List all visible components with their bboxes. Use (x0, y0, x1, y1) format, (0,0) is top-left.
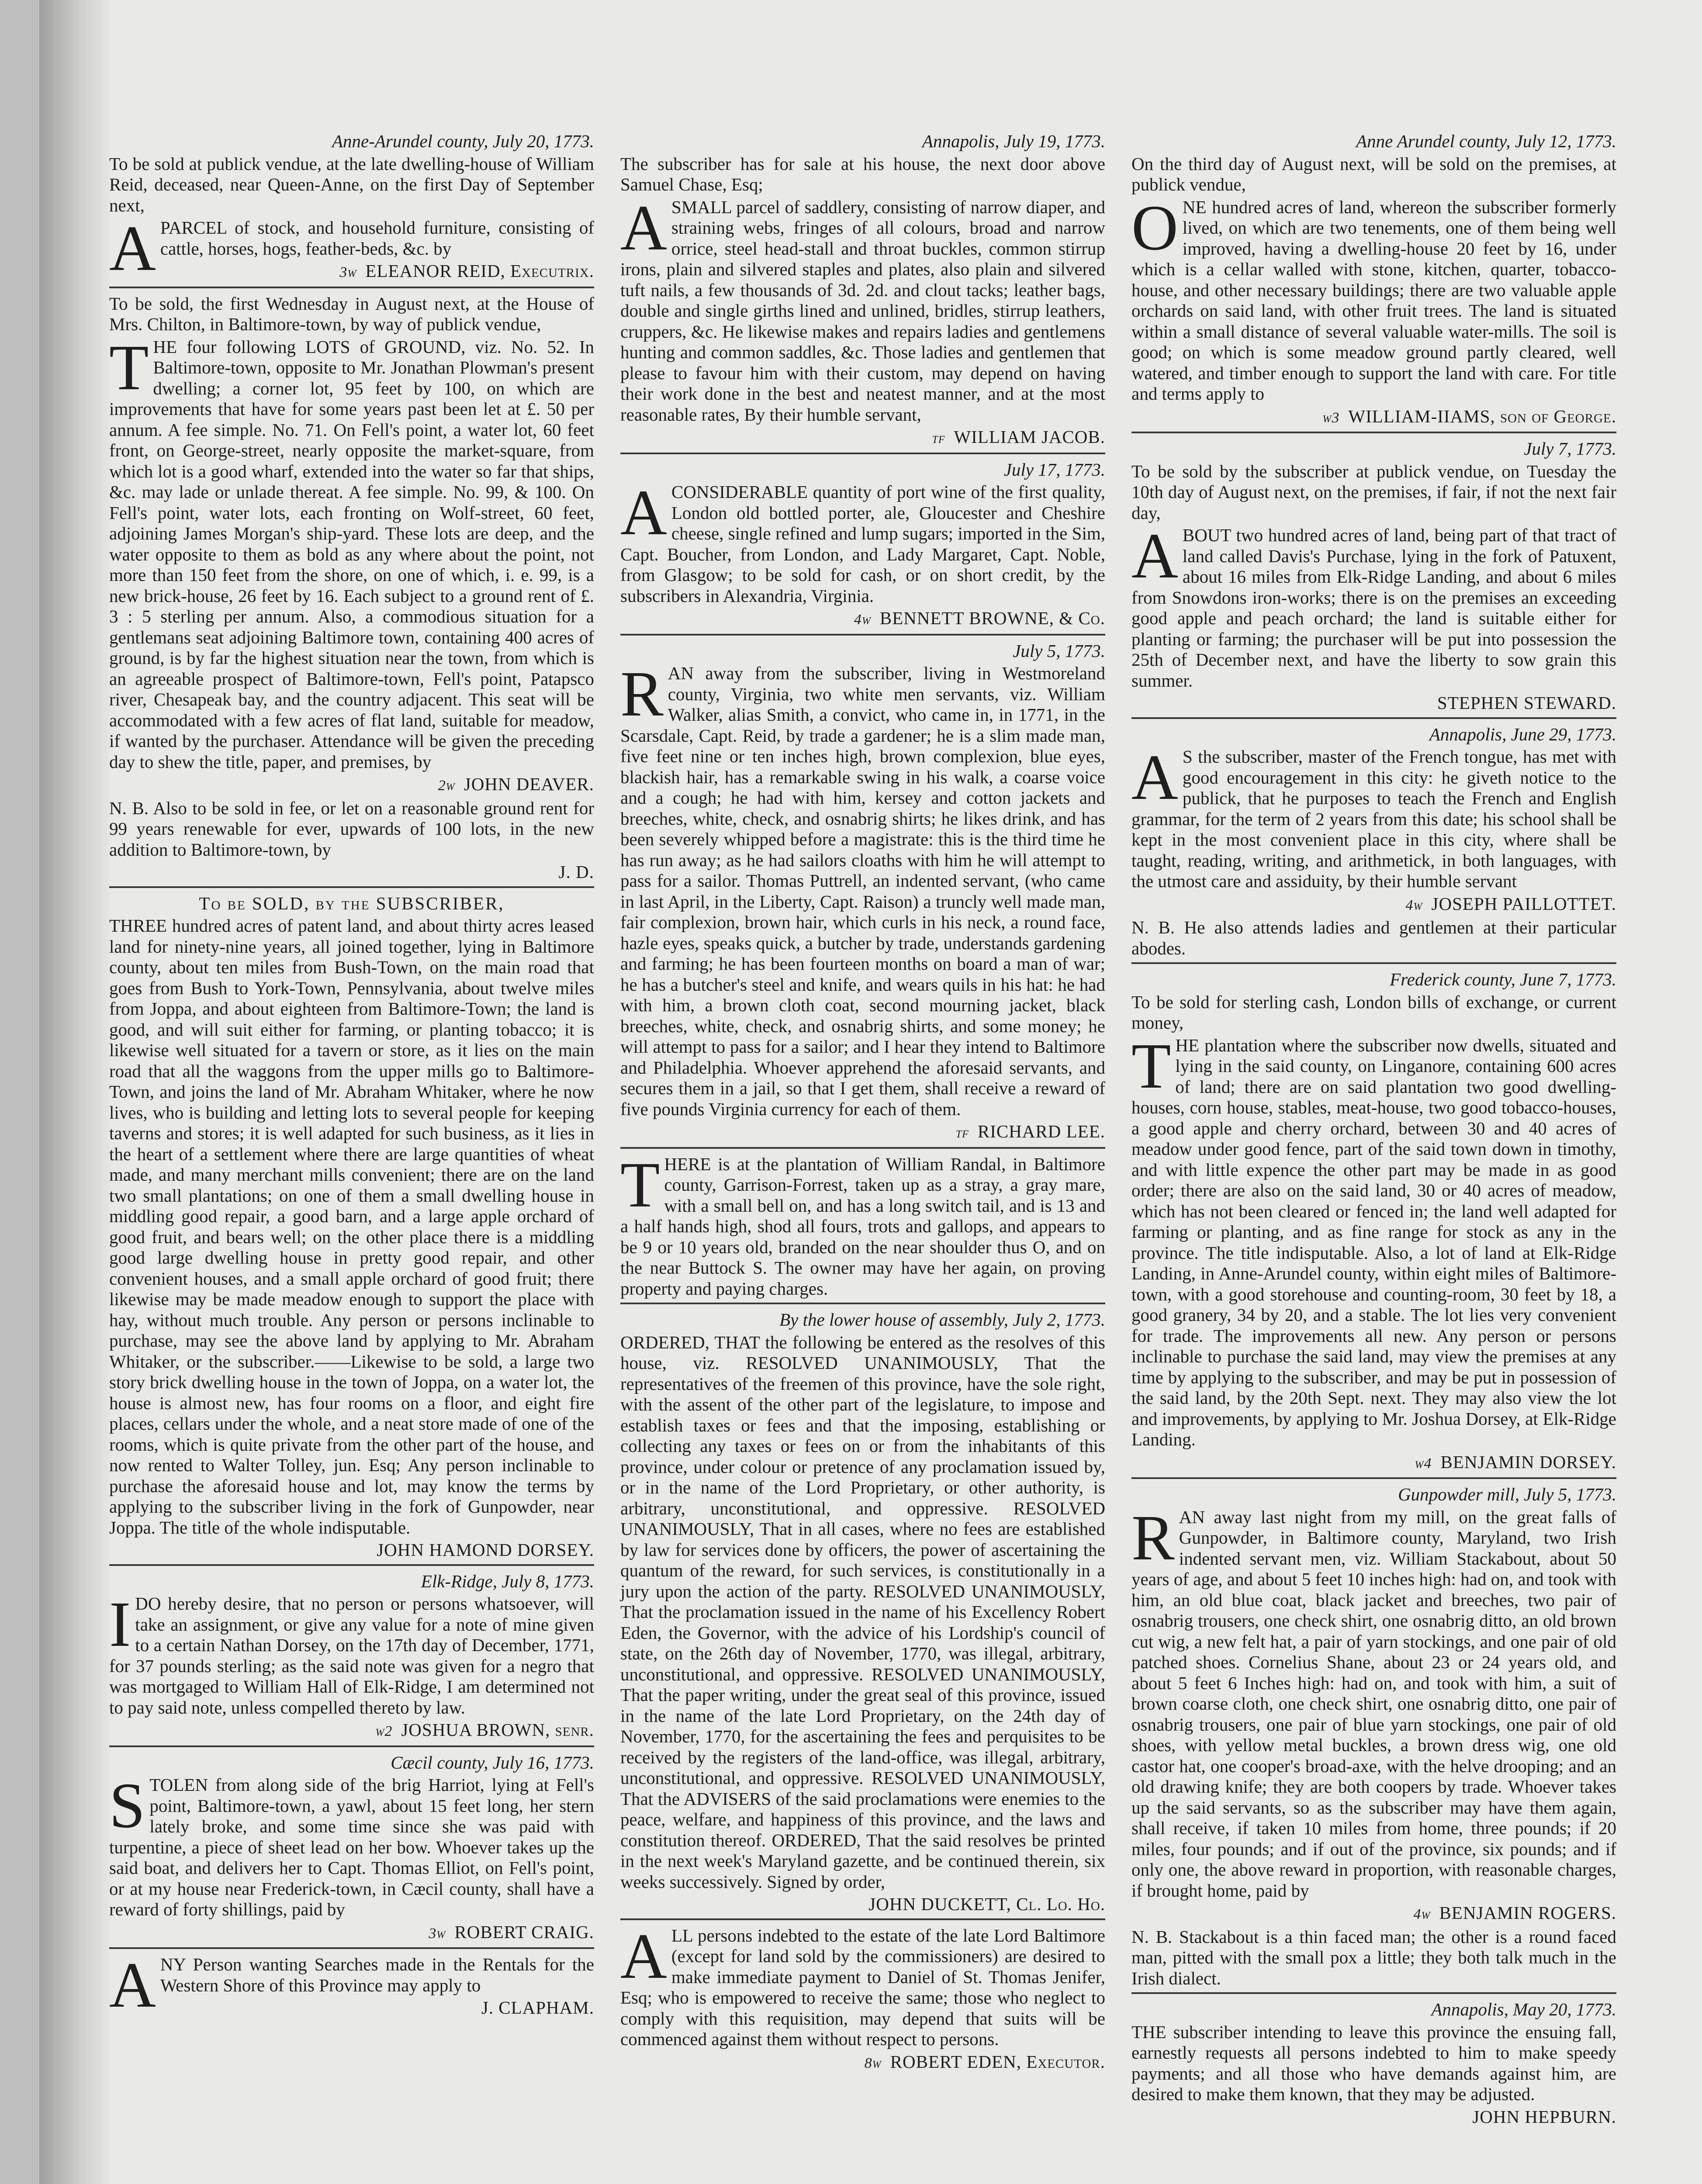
ad-body: DO hereby desire, that no person or persons whatsoever, will take an assignment, or give any value for a note of mine given to a certain Nathan Dorsey, on the 17th day of December, 1771, for 37 pounds sterling; as the said note was given for a negro that was mortgaged to William Hall of Elk-Ridge, I am determined not to pay said note, unless compelled thereto by law. (109, 1593, 594, 1717)
ad-john-deaver (109, 294, 594, 883)
divider (620, 453, 1105, 454)
divider (1131, 1477, 1616, 1479)
drop-cap: R (620, 658, 664, 730)
run-code: 4w (854, 612, 871, 628)
run-code: w3 (1322, 409, 1340, 426)
ad-signature: BENNETT BROWNE, & Co. (879, 608, 1105, 628)
ad-body: HE four following LOTS of GROUND, viz. No. 52. In Baltimore-town, opposite to Mr. Jonathan Plowman's present dwelling; a corner lot, 95 feet by 100, on which are improvements that have for some years past been let at £. 50 per annum. A fee simple. No. 71. On Fell's point, a water lot, 60 feet front, on George-street, nearly opposite the market-square, from which lot is a good wharf, extended into the water so far that ships, &c. may lade or unlade thereat. A fee simple. No. 99, & 100. On Fell's point, water lots, each fronting on Wolf-street, 60 feet, adjoining James Morgan's ship-yard. These lots are deep, and the water opposite to them as bold as any where about the point, not more than 150 feet from the shore, on one of which, i. e. 99, is a new brick-house, 26 feet by 16. Each subject to a ground rent of £. 3 : 5 sterling per annum. Also, a commodious situation for a gentlemans seat adjoining Baltimore town, containing 400 acres of ground, is by far the highest situation near the town, from which is an agreeable prospect of Baltimore-town, Fell's point, Patapsco river, Chesapeak bay, and the country adjacent. This seat will be accommodated with a few acres of flat land, suitable for meadow, if wanted by the purchaser. Attendance will be given the preceding day to shew the title, paper, and premises, by (109, 336, 594, 772)
ad-signature: RICHARD LEE. (977, 1121, 1105, 1141)
divider (1131, 962, 1616, 964)
ad-note: N. B. Also to be sold in fee, or let on a reasonable ground rent for 99 years renewable for ever, upwards of 100 lots, in the new addition to Baltimore-town, by (109, 798, 594, 860)
ad-robert-eden (620, 1920, 1105, 2074)
divider (620, 1303, 1105, 1304)
ad-date: Anne Arundel county, July 12, 1773. (1356, 131, 1616, 151)
ad-date: Anne-Arundel county, July 20, 1773. (332, 131, 594, 151)
ad-john-hamond-dorsey (109, 893, 594, 1561)
ad-intro: On the third day of August next, will be sold on the premises, at publick vendue, (1131, 153, 1616, 194)
ad-intro: The subscriber has for sale at his house, the next door above Samuel Chase, Esq; (620, 153, 1105, 194)
ad-body: PARCEL of stock, and household furniture, consisting of cattle, horses, hogs, feather-beds, &c. by (160, 218, 594, 259)
ad-body: ORDERED, THAT the following be entered as the resolves of this house, viz. RESOLVED UNANIMOUSLY, That the representatives of the freemen of this province, have the sole right, with the assent of the other part of the legislature, to impose and establish taxes or fees and that the imposing, establishing or collecting any taxes or fees on or from the inhabitants of this province, under colour or pretence of any proclamation issued by, or in the name of the Lord Proprietary, or other authority, is arbitrary, unconstitutional, and oppressive. RESOLVED UNANIMOUSLY, That in all cases, where no fees are established by law for services done by officers, the power of ascertaining the quantum of the reward, for such services, is constitutionally in a jury upon the action of the party. RESOLVED UNANIMOUSLY, That the proclamation issued in the name of his Excellency Robert Eden, the Governor, with the advice of his Lordship's council of state, on the 26th day of November, 1770, was illegal, arbitrary, unconstitutional, and oppressive. RESOLVED UNANIMOUSLY, That the paper writing, under the great seal of this province, issued in the name of the late Lord Proprietary, on the 24th day of November, 1770, for the ascertaining the fees and perquisites to be received by the registers of the land-office, was illegal, arbitrary, unconstitutional, and oppressive. RESOLVED UNANIMOUSLY, That the ADVISERS of the said proclamations were enemies to the peace, welfare, and happiness of this province, and the laws and constitution thereof. ORDERED, That the said resolves be printed in the next week's Maryland gazette, and be continued therein, six weeks successively. Signed by order, (620, 1332, 1105, 1892)
run-code: 3w (429, 1925, 446, 1942)
newspaper-page (39, 0, 1702, 2184)
divider (620, 1147, 1105, 1149)
divider (109, 1745, 594, 1747)
ad-intro: To be sold by the subscriber at publick vendue, on Tuesday the 10th day of August next, on the premises, if fair, if not the next fair day, (1131, 461, 1616, 523)
run-code: w2 (375, 1723, 393, 1739)
ad-robert-craig (109, 1752, 594, 1944)
ad-body: LL persons indebted to the estate of the late Lord Baltimore (except for land sold by the commissioners) are desired to make immediate payment to Daniel of St. Thomas Jenifer, Esq; who is empowered to receive the same; those who neglect to comply with this requisition, may depend that suits will be commenced against them without respect to persons. (620, 1925, 1105, 2049)
drop-cap: A (620, 192, 667, 264)
ad-body: AN away last night from my mill, on the great falls of Gunpowder, in Baltimore county, Maryland, two Irish indented servant men, viz. William Stackabout, about 50 years of age, and about 5 feet 10 inches high: had on, and took with him, an old blue coat, black jacket and breeches, two pair of osnabrig trousers, one check shirt, one osnabrig ditto, an old brown cut wig, a new felt hat, a pair of yarn stockings, and one pair of old patched shoes. Cornelius Shane, about 23 or 24 years old, and about 5 feet 6 Inches high: had on, and took with him, a suit of brown coarse cloth, one check shirt, one osnabrig ditto, one pair of osnabrig trousers, one pair of blue yarn stockings, one pair of old shoes, with yellow metal buckles, a brown dress wig, one old castor hat, one cooper's broad-axe, with the helve drooping; and an old drawing knife; they are both coopers by trade. Whoever takes up the said servants, so as the subscriber may have them again, shall receive, if taken 10 miles from home, three pounds; if 20 miles, four pounds; and if out of the province, six pounds; and if only one, the above reward in proportion, with reasonable charges, if brought home, paid by (1131, 1507, 1616, 1901)
ad-john-hepburn (1131, 1999, 1616, 2127)
drop-cap: I (109, 1589, 131, 1660)
ad-date: Gunpowder mill, July 5, 1773. (1398, 1484, 1616, 1504)
ad-joseph-paillottet (1131, 724, 1616, 959)
drop-cap: S (109, 1770, 145, 1842)
ad-signature: BENJAMIN DORSEY. (1440, 1451, 1616, 1472)
ad-date: Annapolis, May 20, 1773. (1431, 1999, 1616, 2019)
ad-date: Frederick county, June 7, 1773. (1390, 969, 1616, 989)
drop-cap: A (1131, 520, 1178, 592)
ad-joshua-brown (109, 1571, 594, 1742)
run-code: w4 (1415, 1455, 1432, 1472)
drop-cap: R (1131, 1502, 1175, 1574)
drop-cap: A (109, 213, 156, 284)
ad-signature: STEPHEN STEWARD. (1437, 693, 1616, 713)
run-code: 3w (339, 264, 357, 280)
ad-body: NE hundred acres of land, whereon the subscriber formerly lived, on which are two tenements, one of them being well improved, having a dwelling-house 20 feet by 16, under which is a cellar walled with stone, kitchen, quarter, tobacco-house, and other necessary buildings; there are two valuable apple orchards on said land, with other fruit trees. The land is situated within a small distance of several valuable water-mills. The soil is good; on which is some meadow ground partly cleared, well watered, and timber enough to support the land with care. For title and terms apply to (1131, 197, 1616, 404)
ad-date: Annapolis, July 19, 1773. (922, 131, 1105, 151)
ad-signature: ROBERT CRAIG. (454, 1921, 594, 1942)
ad-date: Annapolis, June 29, 1773. (1429, 724, 1616, 744)
ad-note-signature: J. D. (558, 862, 594, 882)
ad-intro: To be sold at publick vendue, at the late dwelling-house of William Reid, deceased, near Queen-Anne, on the first Day of September next, (109, 153, 594, 215)
run-code: 2w (438, 778, 455, 794)
ad-body: AN away from the subscriber, living in Westmoreland county, Virginia, two white men servants, viz. William Walker, alias Smith, a convict, who came in, in 1771, in the Scarsdale, Capt. Reid, by trade a gardener; he is a slim made man, five feet nine or ten inches high, brown complexion, blue eyes, blackish hair, has a remarkable swing in his walk, a coarse voice and a cough; he had with him, kersey and cotton jackets and breeches, white, check, and osnabrig shirts; he likes drink, and has been severely whipped before a magistrate: this is the third time he has run away; as he had sailors cloaths with him he will attempt to pass for a sailor. Thomas Puttrell, an indented servant, (who came in last April, in the Liberty, Capt. Raison) a truncly well made man, fair complexion, brown hair, which curls in his neck, a round face, hazle eyes, speaks quick, a butcher by trade, understands gardening and farming; he has been fourteen months on board a man of war; he has a butcher's steel and knife, and wears quils in his hat: he had with him, a brown cloth coat, second mourning jacket, black breeches, white, check, and osnabrig shirts, and some money; he will attempt to pass for a sailor; and I hear they intend to Baltimore and Philadelphia. Whoever apprehend the aforesaid servants, and secures them in a jail, so that I get them, shall receive a reward of five pounds Virginia currency for each of them. (620, 663, 1105, 1119)
ad-signature: WILLIAM JACOB. (954, 427, 1105, 447)
ad-date: July 5, 1773. (1013, 640, 1105, 661)
ad-intro: To be sold, the first Wednesday in August next, at the House of Mrs. Chilton, in Baltimore-town, by way of publick vendue, (109, 293, 594, 334)
run-code: 4w (1405, 897, 1423, 913)
column-2 (620, 131, 1105, 2075)
ad-body: S the subscriber, master of the French tongue, has met with good encouragement in this city: he giveth notice to the publick, that he purposes to teach the French and English grammar, for the term of 2 years from this date; his school shall be kept in the most convenient place in this city, where shall be taught, reading, writing, and arithmetick, in both languages, with the utmost care and assiduity, by their humble servant (1131, 746, 1616, 891)
ad-j-clapham (109, 1949, 594, 2021)
drop-cap: A (1131, 742, 1178, 813)
ad-date: Cæcil county, July 16, 1773. (391, 1752, 594, 1773)
divider (1131, 432, 1616, 433)
ad-bennett-browne (620, 460, 1105, 630)
drop-cap: A (620, 477, 667, 549)
ad-signature: ELEANOR REID, Executrix. (365, 261, 594, 281)
ad-signature: JOHN HAMOND DORSEY. (377, 1540, 594, 1560)
divider (1131, 1992, 1616, 1994)
run-code: 4w (1413, 1906, 1431, 1922)
drop-cap: O (1131, 192, 1178, 264)
ad-body: THREE hundred acres of patent land, and about thirty acres leased land for ninety-nine years, all joined together, lying in Baltimore county, about ten miles from Bush-Town, on the main road that goes from Bush to York-Town, Pennsylvania, about twelve miles from Joppa, and about eighteen from Baltimore-Town; the land is good, and will suit either for farming, or planting tobacco; it is likewise well situated for a tavern or store, as it lies on the main road that all the waggons from the upper mills go to Baltimore-Town, and joins the land of Mr. Abraham Whitaker, where he now lives, who is building and letting lots to several people for keeping taverns and stores; it is well adapted for such business, as it lies in the heart of a settlement where there are large quantities of wheat made, and many merchant mills convenient; there are on the land two small plantations; on one of them a small dwelling house in middling good repair, a good barn, and a large apple orchard of good fruit, and bears well; on the other place there is a middling good large dwelling house in pretty good repair, and other convenient houses, and a small apple orchard of good fruit; there likewise may be made meadow enough to support the place with hay, without much trouble. Any person or persons inclinable to purchase, may see the above land by applying to Mr. Abraham Whitaker, or the subscriber.——Likewise to be sold, a large two story brick dwelling house in the town of Joppa, on a water lot, the house is almost new, has four rooms on a floor, and eight fire places, cellars under the whole, and a neat store made of one of the rooms, which is quite private from the other part of the house, and now rented to Walter Tolley, jun. Esq; Any person inclinable to purchase the aforesaid house and lot, may know the terms by applying to the subscriber living in the fork of Gunpowder, near Joppa. The title of the whole indisputable. (109, 916, 594, 1538)
ad-eleanor-reid (109, 131, 594, 283)
ad-signature: JOHN DEAVER. (464, 774, 594, 794)
run-code: tf (955, 1125, 969, 1141)
divider (109, 1564, 594, 1566)
page-fold-shadow (39, 0, 114, 2184)
ad-body: TOLEN from along side of the brig Harriot, lying at Fell's point, Baltimore-town, a yawl, about 15 feet long, her stern lately broke, and some time since she was paid with turpentine, a piece of sheet lead on her bow. Whoever takes up the said boat, and delivers her to Capt. Thomas Elliot, on Fell's point, or at my house near Frederick-town, in Cæcil county, shall have a reward of forty shillings, paid by (109, 1775, 594, 1919)
ad-signature: BENJAMIN ROGERS. (1439, 1903, 1616, 1923)
drop-cap: T (1131, 1030, 1171, 1102)
ad-date: July 7, 1773. (1524, 439, 1616, 459)
ad-signature: JOHN DUCKETT, Cl. Lo. Ho. (868, 1894, 1105, 1914)
ad-body: SMALL parcel of saddlery, consisting of narrow diaper, and straining webs, fringes of all colours, broad and narrow orrice, steel head-stall and throat buckles, common stirrup irons, plain and silvered staples and plates, also plain and silvered tuft nails, a few thousands of 3d. 2d. and clout tacks; leather bags, double and single girths lined and unlined, bridles, stirrup leathers, cruppers, &c. He likewise makes and repairs ladies and gentlemens hunting and common saddles, &c. Those ladies and gentlemen that please to favour him with their custom, may depend on having their work done in the best and neatest manner, and at the most reasonable rates, By their humble servant, (620, 197, 1105, 425)
ad-signature: JOSHUA BROWN, senr. (401, 1720, 594, 1740)
ad-body: THE subscriber intending to leave this province the ensuing fall, earnestly requests all persons indebted to him to make speedy payments; and all those who have demands against him, are desired to make them known, that they may be adjusted. (1131, 2022, 1616, 2104)
ad-signature: ROBERT EDEN, Executor. (890, 2051, 1105, 2072)
ad-date: By the lower house of assembly, July 2, 1773. (779, 1310, 1105, 1330)
ad-intro: To be sold for sterling cash, London bills of exchange, or current money, (1131, 992, 1616, 1033)
divider (109, 1947, 594, 1949)
ad-signature: WILLIAM-IIAMS, son of George. (1348, 406, 1616, 426)
ad-william-iiams (1131, 131, 1616, 428)
ad-signature: JOHN HEPBURN. (1472, 2106, 1616, 2127)
ad-body: CONSIDERABLE quantity of port wine of the first quality, London old bottled porter, ale, Gloucester and Cheshire cheese, single refined and lump sugars; imported in the Sim, Capt. Boucher, from London, and Lady Margaret, Capt. Noble, from Glasgow; to be sold for cash, or on short credit, by the subscribers in Alexandria, Virginia. (620, 482, 1105, 606)
ad-note: N. B. He also attends ladies and gentlemen at their particular abodes. (1131, 917, 1616, 958)
divider (1131, 717, 1616, 719)
divider (109, 886, 594, 888)
ad-resolves-assembly (620, 1310, 1105, 1915)
drop-cap: A (109, 1949, 156, 2021)
ad-signature: JOSEPH PAILLOTTET. (1431, 893, 1616, 914)
ad-signature: J. CLAPHAM. (481, 1997, 594, 2018)
ad-benjamin-dorsey (1131, 969, 1616, 1474)
ad-date: Elk-Ridge, July 8, 1773. (421, 1571, 594, 1591)
ad-heading: To be SOLD, by the SUBSCRIBER, (199, 893, 505, 913)
ad-date: July 17, 1773. (1003, 459, 1105, 480)
drop-cap: T (620, 1149, 660, 1221)
ad-note: N. B. Stackabout is a thin faced man; the other is a round faced man, pitted with the small pox a little; they both talk much in the Irish dialect. (1131, 1926, 1616, 1988)
ad-body: HERE is at the plantation of William Randal, in Baltimore county, Garrison-Forrest, taken up as a stray, a gray mare, with a small bell on, and has a long switch tail, and is 13 and a half hands high, shod all fours, trots and gallops, and appears to be 9 or 10 years old, branded on the near shoulder thus O, and on the near Buttock S. The owner may have her again, on proving property and paying charges. (620, 1154, 1105, 1299)
ad-stray-mare (620, 1149, 1105, 1299)
column-3 (1131, 131, 1616, 2129)
run-code: 8w (864, 2055, 882, 2071)
divider (620, 634, 1105, 636)
column-1 (109, 131, 594, 2020)
ad-william-jacob (620, 131, 1105, 449)
ad-body: NY Person wanting Searches made in the Rentals for the Western Shore of this Province may apply to (160, 1954, 594, 1995)
ad-richard-lee (620, 641, 1105, 1144)
drop-cap: A (620, 1920, 667, 1992)
drop-cap: T (109, 332, 149, 404)
divider (620, 1918, 1105, 1920)
ad-body: BOUT two hundred acres of land, being part of that tract of land called Davis's Purchase, lying in the fork of Patuxent, about 16 miles from Elk-Ridge Landing, and about 6 miles from Snowdons iron-works; there is on the premises an exceeding good apple and peach orchard; the land is suitable either for planting or farming; the purchaser will be put into possession the 25th of December next, and have the liberty to sow grain this summer. (1131, 525, 1616, 691)
run-code: tf (932, 430, 945, 446)
divider (109, 287, 594, 288)
ad-body: HE plantation where the subscriber now dwells, situated and lying in the said county, on Linganore, containing 600 acres of land; there are on said plantation two good dwelling-houses, corn house, stables, meat-house, two good tobacco-houses, a good apple and cherry orchard, between 30 and 40 acres of meadow under good fence, part of the said town down in timothy, and with little expence the other part may be made in as good order; there are also on the said land, 30 or 40 acres of meadow, which has not been cleared or fenced in; the land well adapted for farming or planting, and as fine range for stock as any in the province. The title indisputable. Also, a lot of land at Elk-Ridge Landing, in Anne-Arundel county, within eight miles of Baltimore-town, with a good storehouse and counting-room, 30 feet by 18, a good granery, 34 by 20, and a stable. The lot lies very convenient for trade. The improvements all new. Any person or persons inclinable to purchase the said land, may view the premises at any time by applying to the subscriber, and may be put in possession of the said land, by the 20th Sept. next. They may also view the lot and improvements, by applying to Mr. Joshua Dorsey, at Elk-Ridge Landing. (1131, 1035, 1616, 1449)
ad-benjamin-rogers (1131, 1484, 1616, 1989)
ad-stephen-steward (1131, 439, 1616, 714)
